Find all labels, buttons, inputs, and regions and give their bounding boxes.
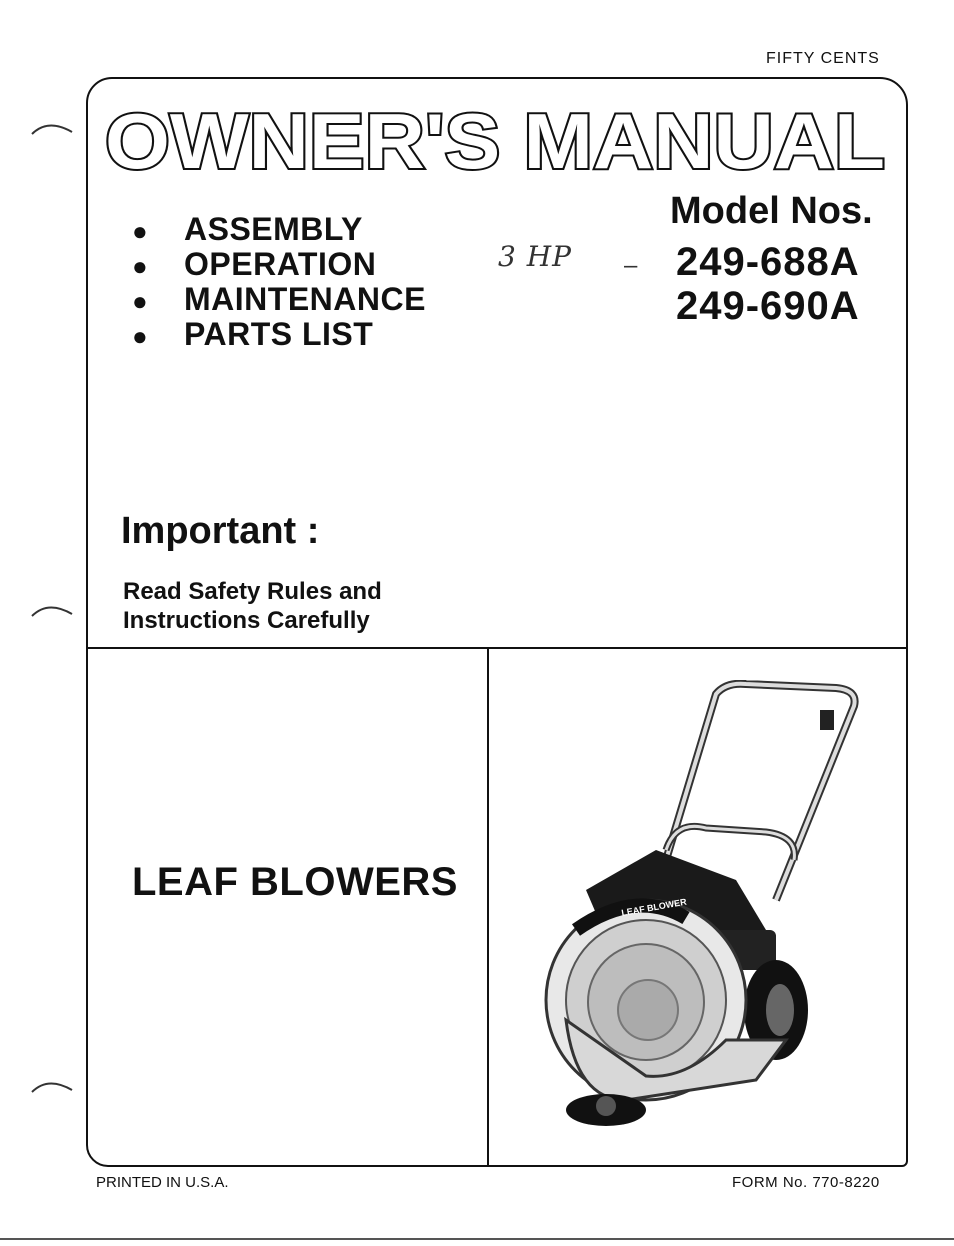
handwritten-dash: – bbox=[624, 252, 638, 279]
instruction-line: Read Safety Rules and bbox=[123, 578, 382, 605]
price-label: FIFTY CENTS bbox=[766, 50, 880, 67]
divider-horizontal bbox=[88, 647, 906, 649]
manual-title-text: OWNER'S MANUAL bbox=[105, 104, 885, 176]
manual-title bbox=[99, 104, 891, 176]
topic-item bbox=[132, 247, 426, 282]
bullet-icon: ● bbox=[132, 286, 149, 316]
binder-hole-mark bbox=[30, 118, 74, 138]
blower-label: LEAF BLOWER bbox=[620, 896, 688, 918]
topic-list bbox=[132, 212, 426, 352]
page-edge-line bbox=[0, 1238, 954, 1240]
important-heading: Important : bbox=[121, 510, 320, 552]
topic-label: ASSEMBLY bbox=[184, 211, 363, 247]
model-number: 249-688A bbox=[676, 240, 860, 284]
leaf-blower-photo bbox=[536, 680, 866, 1130]
topic-item bbox=[132, 212, 426, 247]
bullet-icon: ● bbox=[132, 321, 149, 351]
binder-hole-mark bbox=[30, 600, 74, 620]
topic-item bbox=[132, 317, 426, 352]
product-name: LEAF BLOWERS bbox=[132, 860, 458, 904]
topic-label: MAINTENANCE bbox=[184, 281, 426, 317]
printed-label: PRINTED IN U.S.A. bbox=[96, 1174, 229, 1191]
divider-vertical bbox=[487, 648, 489, 1166]
topic-label: OPERATION bbox=[184, 246, 377, 282]
model-label: Model Nos. bbox=[670, 190, 873, 232]
bullet-icon: ● bbox=[132, 251, 149, 281]
instruction-line: Instructions Carefully bbox=[123, 607, 370, 634]
form-number: FORM No. 770-8220 bbox=[732, 1174, 880, 1191]
handwritten-note: 3 HP bbox=[498, 240, 572, 273]
topic-label: PARTS LIST bbox=[184, 316, 374, 352]
binder-hole-mark bbox=[30, 1076, 74, 1096]
bullet-icon: ● bbox=[132, 216, 149, 246]
topic-item bbox=[132, 282, 426, 317]
model-number: 249-690A bbox=[676, 284, 860, 328]
